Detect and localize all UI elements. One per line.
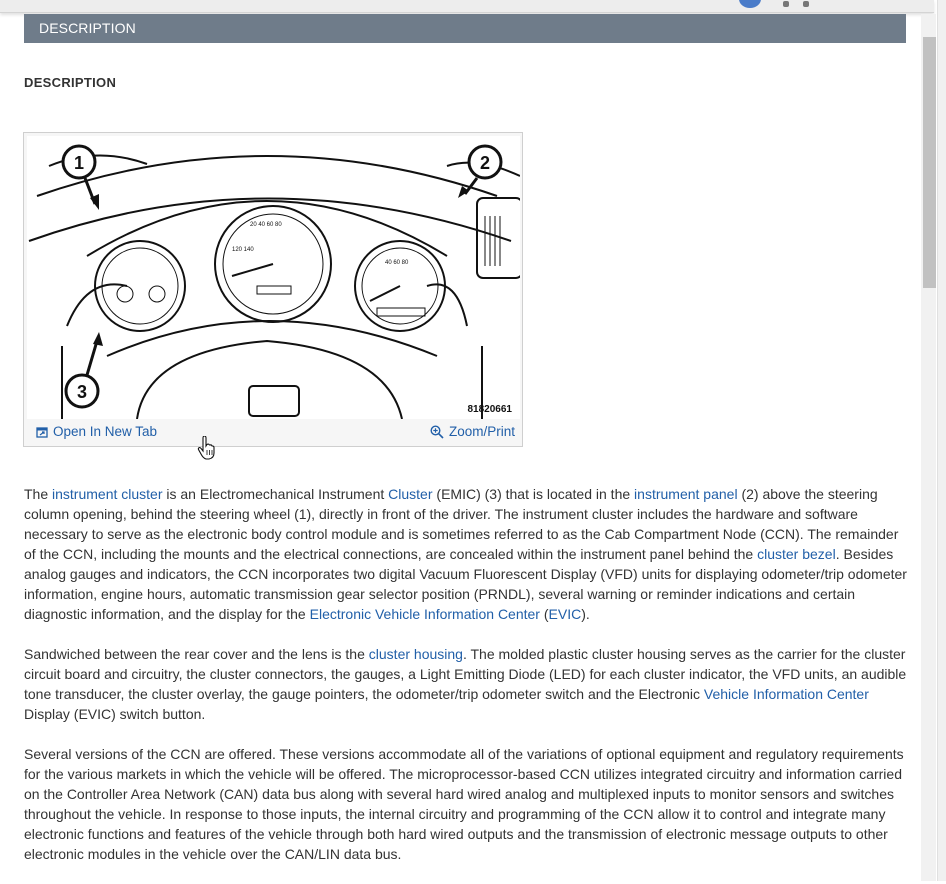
text-segment: ). <box>581 606 590 622</box>
callout-label-1: 1 <box>73 153 85 173</box>
text-segment: . The molded plastic cluster housing serves as the carrier for the cluster circuit board and circuitry, the cluster connectors, the gauges, a Light Emitting Diode (LED) for each cluster indicator, the VFD units, an audible tone transducer, the cluster overlay, the gauge pointers, the odometer/trip odometer switch and the Electronic <box>24 646 907 702</box>
section-header[interactable]: DESCRIPTION <box>24 14 906 43</box>
vehicle-information-center-link[interactable]: Vehicle Information Center <box>703 686 869 702</box>
figure-toolbar <box>24 420 522 446</box>
paragraph-1 <box>24 484 908 624</box>
top-toolbar <box>0 0 934 13</box>
instrument-cluster-link[interactable]: instrument cluster <box>52 486 163 502</box>
cluster-link[interactable]: Cluster <box>388 486 433 502</box>
svg-text:20 40 60 80: 20 40 60 80 <box>250 222 282 228</box>
open-new-tab-icon <box>36 426 48 438</box>
text-segment: . Besides analog gauges and indicators, the CCN incorporates two digital Vacuum Fluorescent Display (VFD) units for displaying odometer/trip odometer information, engine hours, automatic transmission gear selector position (PRNDL), several warning or reminder indications and certain diagnostic information, and the display for the <box>24 546 907 622</box>
evic-center-link[interactable]: Electronic Vehicle Information Center <box>309 606 540 622</box>
zoom-icon <box>430 425 444 439</box>
callout-label-2: 2 <box>479 153 491 173</box>
text-segment: Display (EVIC) switch button. <box>24 706 206 722</box>
toolbar-icons <box>783 0 823 4</box>
callout-label-3: 3 <box>76 382 88 402</box>
figure-code: 81820661 <box>467 404 512 415</box>
instrument-cluster-illustration[interactable] <box>27 136 520 419</box>
cluster-housing-link[interactable]: cluster housing <box>368 646 463 662</box>
cluster-bezel-link[interactable]: cluster bezel <box>757 546 836 562</box>
text-segment: The <box>24 486 53 502</box>
open-in-new-tab-label: Open In New Tab <box>53 424 158 439</box>
window-edge <box>937 0 946 881</box>
zoom-print-link[interactable] <box>430 424 515 439</box>
evic-link[interactable]: EVIC <box>548 606 582 622</box>
figure-container <box>23 132 523 447</box>
open-in-new-tab-link[interactable] <box>36 424 157 439</box>
svg-text:40 60 80: 40 60 80 <box>385 260 409 266</box>
scrollbar-thumb[interactable] <box>923 37 936 288</box>
text-segment: is an Electromechanical Instrument <box>162 486 389 502</box>
paragraph-3: Several versions of the CCN are offered. These versions accommodate all of the variations of optional equipment and regulatory requirements for the various markets in which the vehicle will be offered. The microprocessor-based CCN utilizes integrated circuitry and information carried on the Controller Area Network (CAN) data bus along with several hard wired analog and multiplexed inputs to monitor sensors and switches throughout the vehicle. In response to those inputs, the internal circuitry and programming of the CCN allow it to control and integrate many electronic functions and features of the vehicle through both hard wired outputs and the transmission of electronic message outputs to other electronic modules in the vehicle over the CAN/LIN data bus. <box>24 746 904 862</box>
text-segment: (2) above the steering column opening, behind the steering wheel (1), directly in front of the driver. The instrument cluster includes the hardware and software necessary to serve as the electronic body control module and is sometimes referred to as the Cab Compartment Node (CCN). The remainder of the CCN, including the mounts and the electrical connections, are concealed within the instrument panel behind the <box>24 486 899 562</box>
instrument-panel-link[interactable]: instrument panel <box>634 486 738 502</box>
svg-text:120 140: 120 140 <box>232 247 254 253</box>
cluster-drawing <box>27 136 520 419</box>
zoom-print-label: Zoom/Print <box>448 424 515 439</box>
hand-cursor-icon <box>197 436 217 460</box>
paragraph-2 <box>24 644 908 724</box>
description-content <box>24 484 908 884</box>
user-avatar-icon[interactable] <box>739 0 761 8</box>
text-segment: (EMIC) (3) that is located in the <box>432 486 635 502</box>
text-segment: ( <box>539 606 549 622</box>
description-heading: DESCRIPTION <box>24 75 117 90</box>
text-segment: Sandwiched between the rear cover and the lens is the <box>24 646 369 662</box>
